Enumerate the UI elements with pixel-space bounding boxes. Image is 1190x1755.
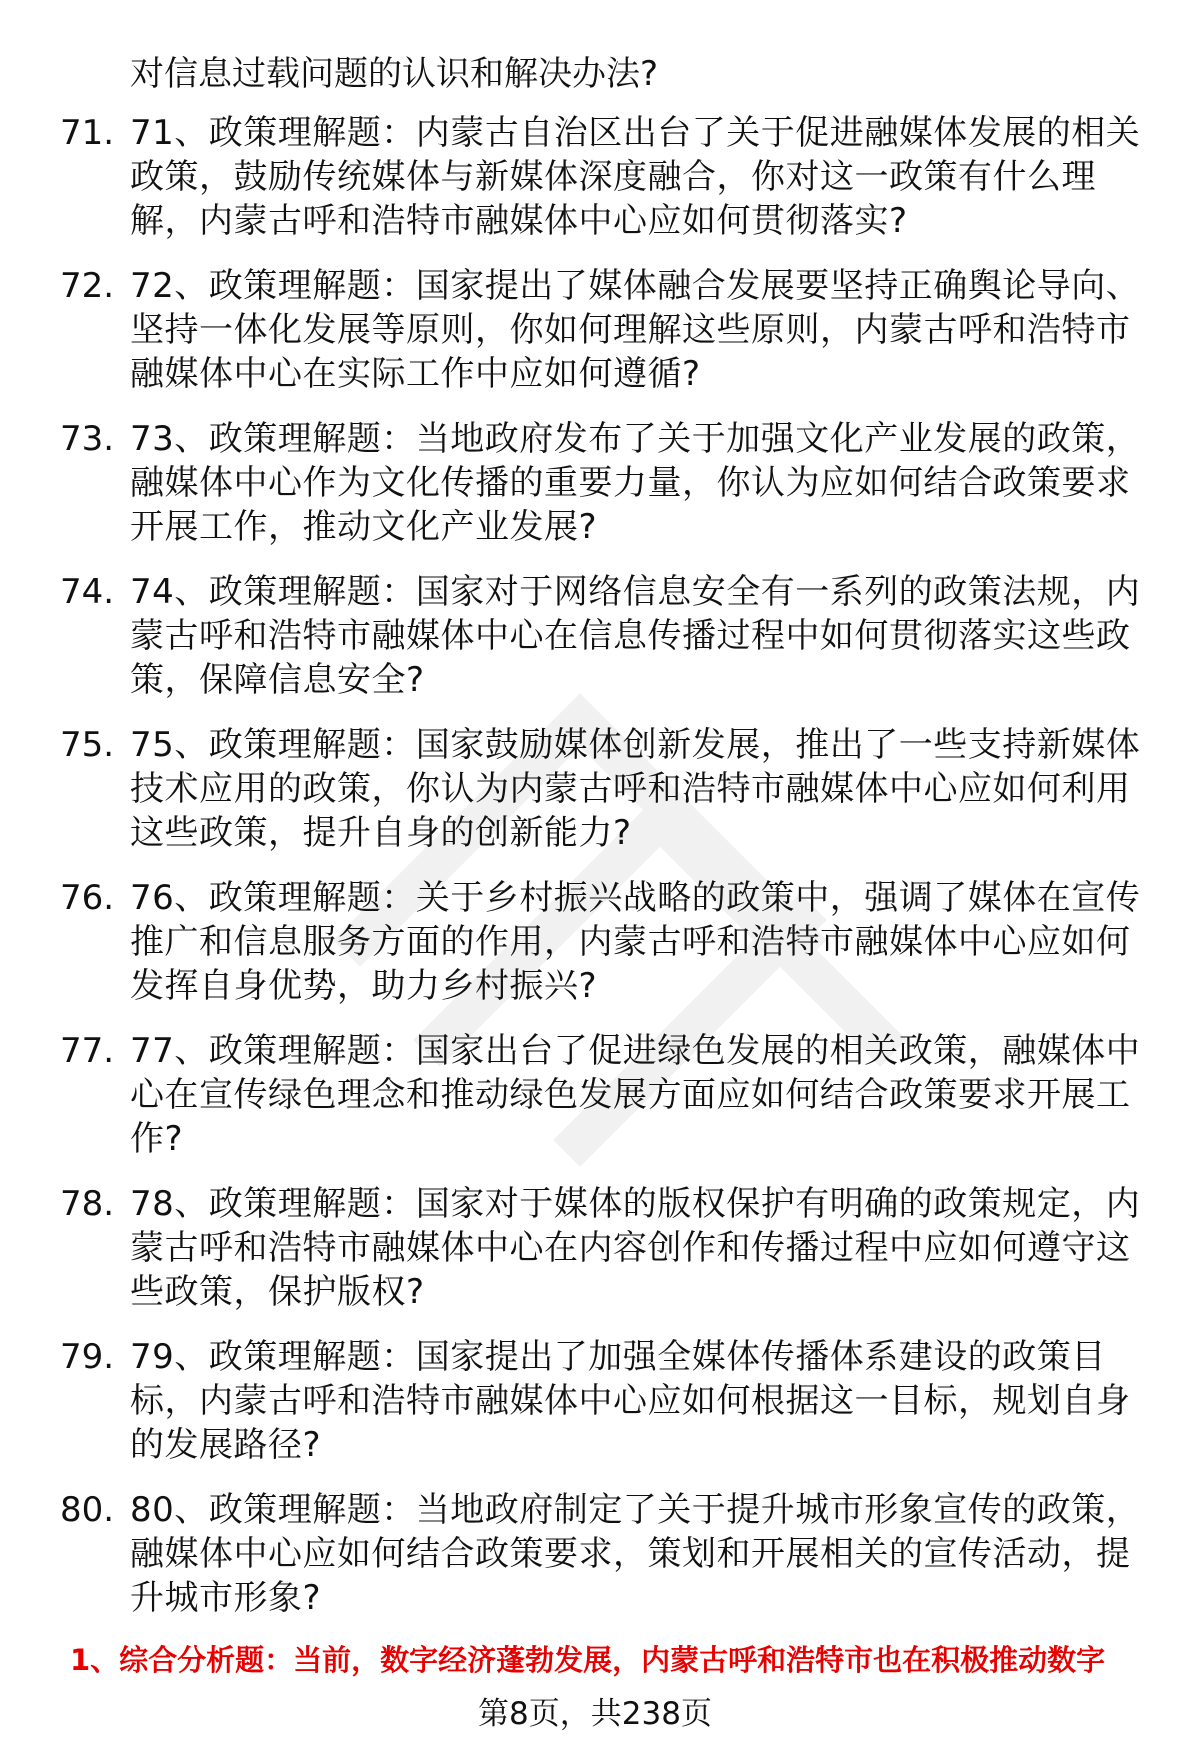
- question-item: [0, 111, 1190, 264]
- question-item: [0, 417, 1190, 570]
- question-item: [0, 723, 1190, 876]
- question-item: [0, 876, 1190, 1029]
- question-item: [0, 264, 1190, 417]
- question-number: 79.: [60, 1337, 115, 1377]
- question-number: 80.: [60, 1490, 115, 1530]
- question-number: 75.: [60, 725, 115, 765]
- next-section-question: 1、综合分析题：当前，数字经济蓬勃发展，内蒙古呼和浩特市也在积极推动数字: [70, 1643, 1106, 1677]
- question-item: [0, 1488, 1190, 1641]
- question-item: [0, 1029, 1190, 1182]
- question-item: [0, 570, 1190, 723]
- question-number: 72.: [60, 266, 115, 306]
- question-item: [0, 1182, 1190, 1335]
- question-number: 76.: [60, 878, 115, 918]
- question-text: 78、政策理解题：国家对于媒体的版权保护有明确的政策规定，内蒙古呼和浩特市融媒体中心在内容创作和传播过程中应如何遵守这些政策，保护版权?: [130, 1184, 1141, 1312]
- question-number: 77.: [60, 1031, 115, 1071]
- question-text: 76、政策理解题：关于乡村振兴战略的政策中，强调了媒体在宣传推广和信息服务方面的作用，内蒙古呼和浩特市融媒体中心应如何发挥自身优势，助力乡村振兴?: [130, 878, 1141, 1006]
- question-text: 79、政策理解题：国家提出了加强全媒体传播体系建设的政策目标，内蒙古呼和浩特市融媒体中心应如何根据这一目标，规划自身的发展路径?: [130, 1337, 1131, 1465]
- question-number: 73.: [60, 419, 115, 459]
- question-text: 80、政策理解题：当地政府制定了关于提升城市形象宣传的政策，融媒体中心应如何结合政策要求，策划和开展相关的宣传活动，提升城市形象?: [130, 1490, 1141, 1618]
- question-number: 78.: [60, 1184, 115, 1224]
- question-number: 74.: [60, 572, 115, 612]
- question-text: 73、政策理解题：当地政府发布了关于加强文化产业发展的政策，融媒体中心作为文化传播的重要力量，你认为应如何结合政策要求开展工作，推动文化产业发展?: [130, 419, 1141, 547]
- question-list: [0, 111, 1190, 1641]
- question-text: 72、政策理解题：国家提出了媒体融合发展要坚持正确舆论导向、坚持一体化发展等原则，你如何理解这些原则，内蒙古呼和浩特市融媒体中心在实际工作中应如何遵循?: [130, 266, 1141, 394]
- question-text: 74、政策理解题：国家对于网络信息安全有一系列的政策法规，内蒙古呼和浩特市融媒体中心在信息传播过程中如何贯彻落实这些政策，保障信息安全?: [130, 572, 1141, 700]
- question-number: 71.: [60, 113, 115, 153]
- continuation-line: 对信息过载问题的认识和解决办法?: [130, 54, 659, 94]
- question-text: 77、政策理解题：国家出台了促进绿色发展的相关政策，融媒体中心在宣传绿色理念和推动绿色发展方面应如何结合政策要求开展工作?: [130, 1031, 1141, 1159]
- question-text: 75、政策理解题：国家鼓励媒体创新发展，推出了一些支持新媒体技术应用的政策，你认为内蒙古呼和浩特市融媒体中心应如何利用这些政策，提升自身的创新能力?: [130, 725, 1141, 853]
- question-text: 71、政策理解题：内蒙古自治区出台了关于促进融媒体发展的相关政策，鼓励传统媒体与新媒体深度融合，你对这一政策有什么理解，内蒙古呼和浩特市融媒体中心应如何贯彻落实?: [130, 113, 1141, 241]
- question-item: [0, 1335, 1190, 1488]
- page-footer: 第8页，共238页: [478, 1696, 712, 1732]
